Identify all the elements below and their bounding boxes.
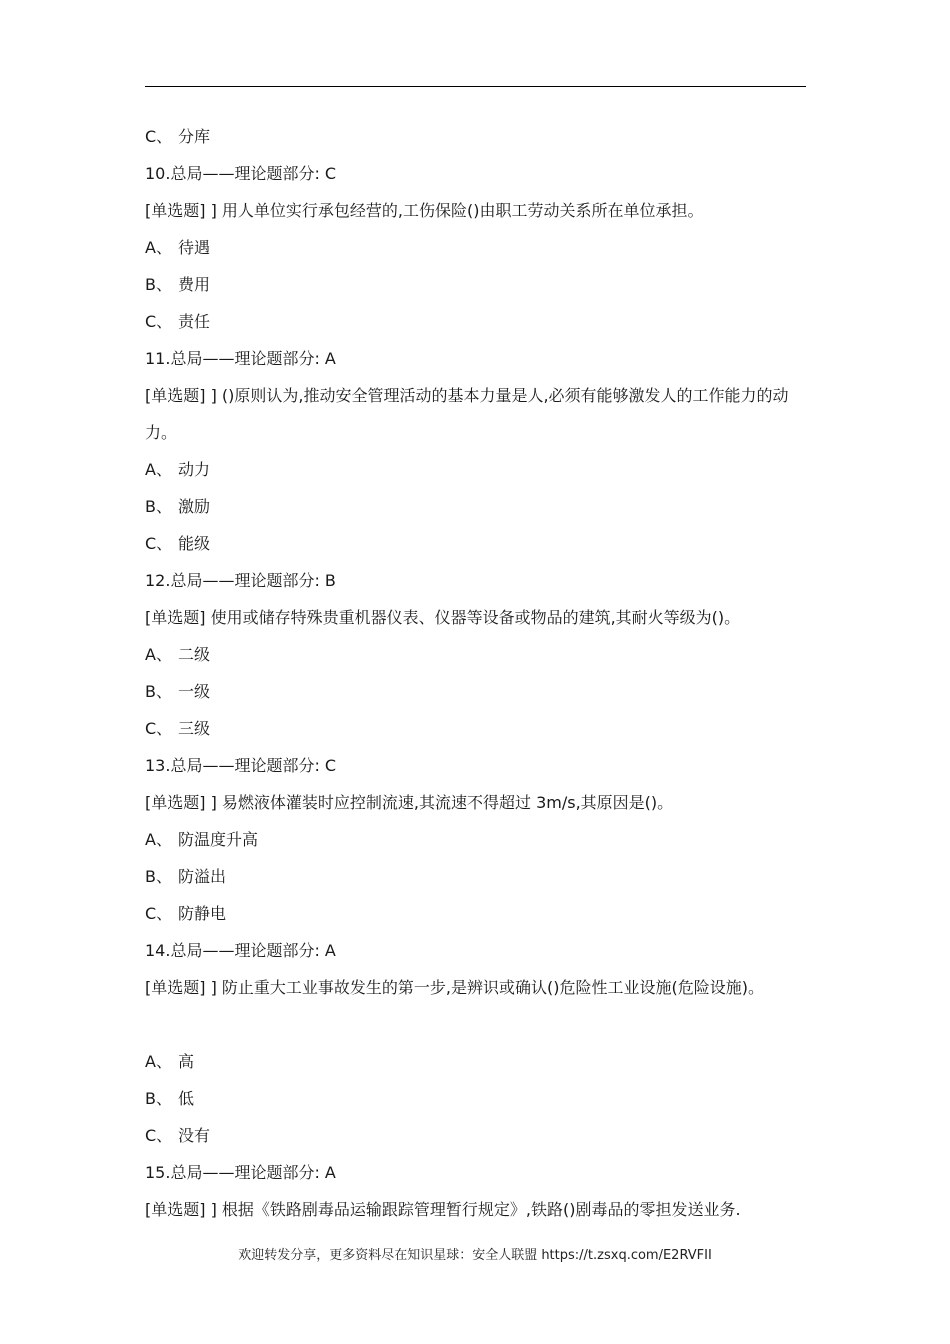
option-text: 动力 (178, 460, 211, 479)
option-text: 激励 (178, 497, 211, 516)
option-label: C、 (145, 1126, 173, 1145)
option-label: B、 (145, 275, 172, 294)
option-label: A、 (145, 460, 172, 479)
option-line (145, 303, 810, 340)
option-line (145, 1080, 810, 1117)
answer-line: 14.总局——理论题部分: A (145, 941, 336, 960)
option-text: 防静电 (178, 904, 227, 923)
option-line (145, 821, 810, 858)
option-line (145, 229, 810, 266)
document-body (145, 118, 810, 1228)
option-text: 待遇 (178, 238, 211, 257)
question-text: [单选题] ] 防止重大工业事故发生的第一步,是辨识或确认()危险性工业设施(危险设施)。 (145, 978, 764, 997)
option-text: 二级 (178, 645, 211, 664)
option-line (145, 858, 810, 895)
option-line (145, 895, 810, 932)
option-line (145, 266, 810, 303)
option-label: C、 (145, 719, 173, 738)
option-text: 分库 (178, 127, 211, 146)
option-text: 高 (178, 1052, 195, 1071)
option-label: A、 (145, 238, 172, 257)
option-label: B、 (145, 682, 172, 701)
header-rule (145, 86, 806, 87)
option-label: A、 (145, 830, 172, 849)
option-label: C、 (145, 127, 173, 146)
option-line (145, 488, 810, 525)
option-line (145, 525, 810, 562)
question-text: [单选题] 使用或储存特殊贵重机器仪表、仪器等设备或物品的建筑,其耐火等级为()。 (145, 608, 741, 627)
answer-line: 13.总局——理论题部分: C (145, 756, 337, 775)
option-text: 费用 (178, 275, 211, 294)
option-label: B、 (145, 867, 172, 886)
question-text: [单选题] ] 用人单位实行承包经营的,工伤保险()由职工劳动关系所在单位承担。 (145, 201, 704, 220)
answer-line: 10.总局——理论题部分: C (145, 164, 337, 183)
blank-line (145, 1006, 810, 1043)
option-line (145, 636, 810, 673)
option-text: 三级 (178, 719, 211, 738)
option-label: C、 (145, 534, 173, 553)
option-text: 低 (178, 1089, 195, 1108)
option-label: A、 (145, 1052, 172, 1071)
option-label: C、 (145, 312, 173, 331)
footer-note: 欢迎转发分享，更多资料尽在知识星球：安全人联盟 https://t.zsxq.com/E2RVFII (238, 1248, 712, 1263)
option-label: B、 (145, 497, 172, 516)
option-line (145, 1043, 810, 1080)
answer-line: 12.总局——理论题部分: B (145, 571, 336, 590)
option-text: 责任 (178, 312, 211, 331)
option-text: 能级 (178, 534, 211, 553)
question-text: [单选题] ] 易燃液体灌装时应控制流速,其流速不得超过 3m/s,其原因是()。 (145, 793, 674, 812)
question-text: [单选题] ] 根据《铁路剧毒品运输跟踪管理暂行规定》,铁路()剧毒品的零担发送业务. (145, 1200, 741, 1219)
option-line (145, 673, 810, 710)
option-label: B、 (145, 1089, 172, 1108)
option-line (145, 1117, 810, 1154)
option-line (145, 451, 810, 488)
option-text: 没有 (178, 1126, 211, 1145)
option-text: 防温度升高 (178, 830, 259, 849)
question-text: [单选题] ] ()原则认为,推动安全管理活动的基本力量是人,必须有能够激发人的工作能力的动力。 (145, 386, 789, 442)
answer-line: 15.总局——理论题部分: A (145, 1163, 336, 1182)
option-label: A、 (145, 645, 172, 664)
option-label: C、 (145, 904, 173, 923)
answer-line: 11.总局——理论题部分: A (145, 349, 336, 368)
option-text: 防溢出 (178, 867, 227, 886)
option-text: 一级 (178, 682, 211, 701)
option-line (145, 710, 810, 747)
option-line (145, 118, 810, 155)
